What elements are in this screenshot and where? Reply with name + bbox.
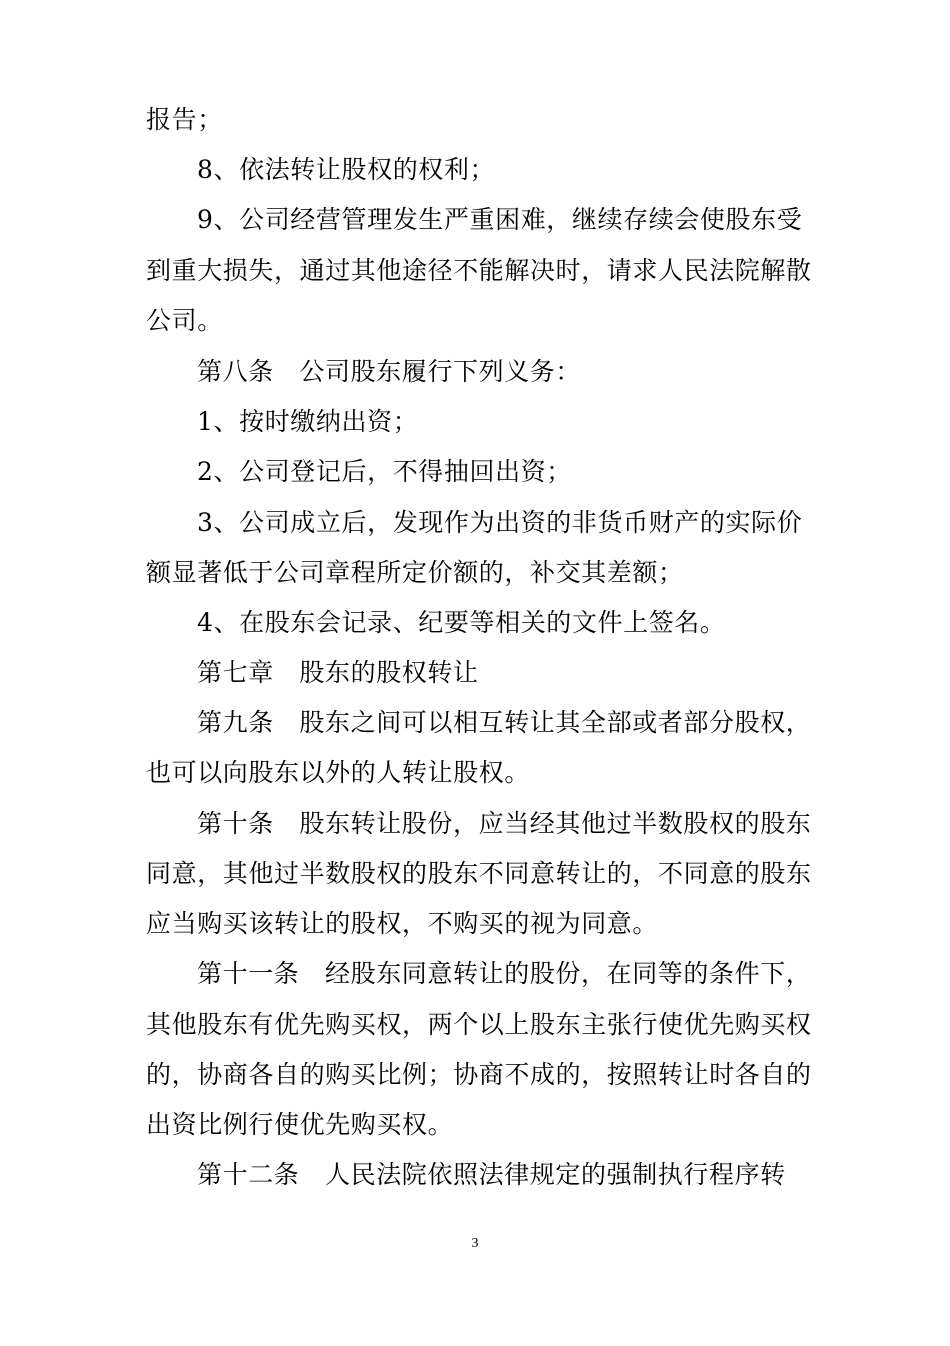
text-line: 4、在股东会记录、纪要等相关的文件上签名。 <box>197 608 726 637</box>
text-line: 8、依法转让股权的权利； <box>197 155 496 184</box>
text-line: 3、公司成立后，发现作为出资的非货币财产的实际价 <box>197 508 803 537</box>
text-line: 报告； <box>146 105 223 134</box>
text-line: 出资比例行使优先购买权。 <box>146 1110 454 1139</box>
text-line: 公司。 <box>146 306 223 335</box>
text-line: 应当购买该转让的股权，不购买的视为同意。 <box>146 909 659 938</box>
article-line: 第十一条 经股东同意转让的股份，在同等的条件下， <box>197 959 812 988</box>
text-line: 1、按时缴纳出资； <box>197 407 419 436</box>
text-line: 也可以向股东以外的人转让股权。 <box>146 758 531 787</box>
article-line: 第十二条 人民法院依照法律规定的强制执行程序转 <box>197 1160 786 1189</box>
text-line: 额显著低于公司章程所定价额的，补交其差额； <box>146 558 684 587</box>
article-heading-line: 第八条 公司股东履行下列义务： <box>197 357 582 386</box>
text-line: 到重大损失，通过其他途径不能解决时，请求人民法院解散 <box>146 256 812 285</box>
text-line: 的，协商各自的购买比例；协商不成的，按照转让时各自的 <box>146 1060 812 1089</box>
text-line: 其他股东有优先购买权，两个以上股东主张行使优先购买权 <box>146 1010 812 1039</box>
text-line: 同意，其他过半数股权的股东不同意转让的，不同意的股东 <box>146 859 812 888</box>
article-line: 第十条 股东转让股份，应当经其他过半数股权的股东 <box>197 809 812 838</box>
chapter-heading: 第七章 股东的股权转让 <box>197 658 479 687</box>
text-line: 2、公司登记后，不得抽回出资； <box>197 457 572 486</box>
article-line: 第九条 股东之间可以相互转让其全部或者部分股权， <box>197 708 812 737</box>
text-line: 9、公司经营管理发生严重困难，继续存续会使股东受 <box>197 205 803 234</box>
page-number: 3 <box>471 1236 479 1251</box>
